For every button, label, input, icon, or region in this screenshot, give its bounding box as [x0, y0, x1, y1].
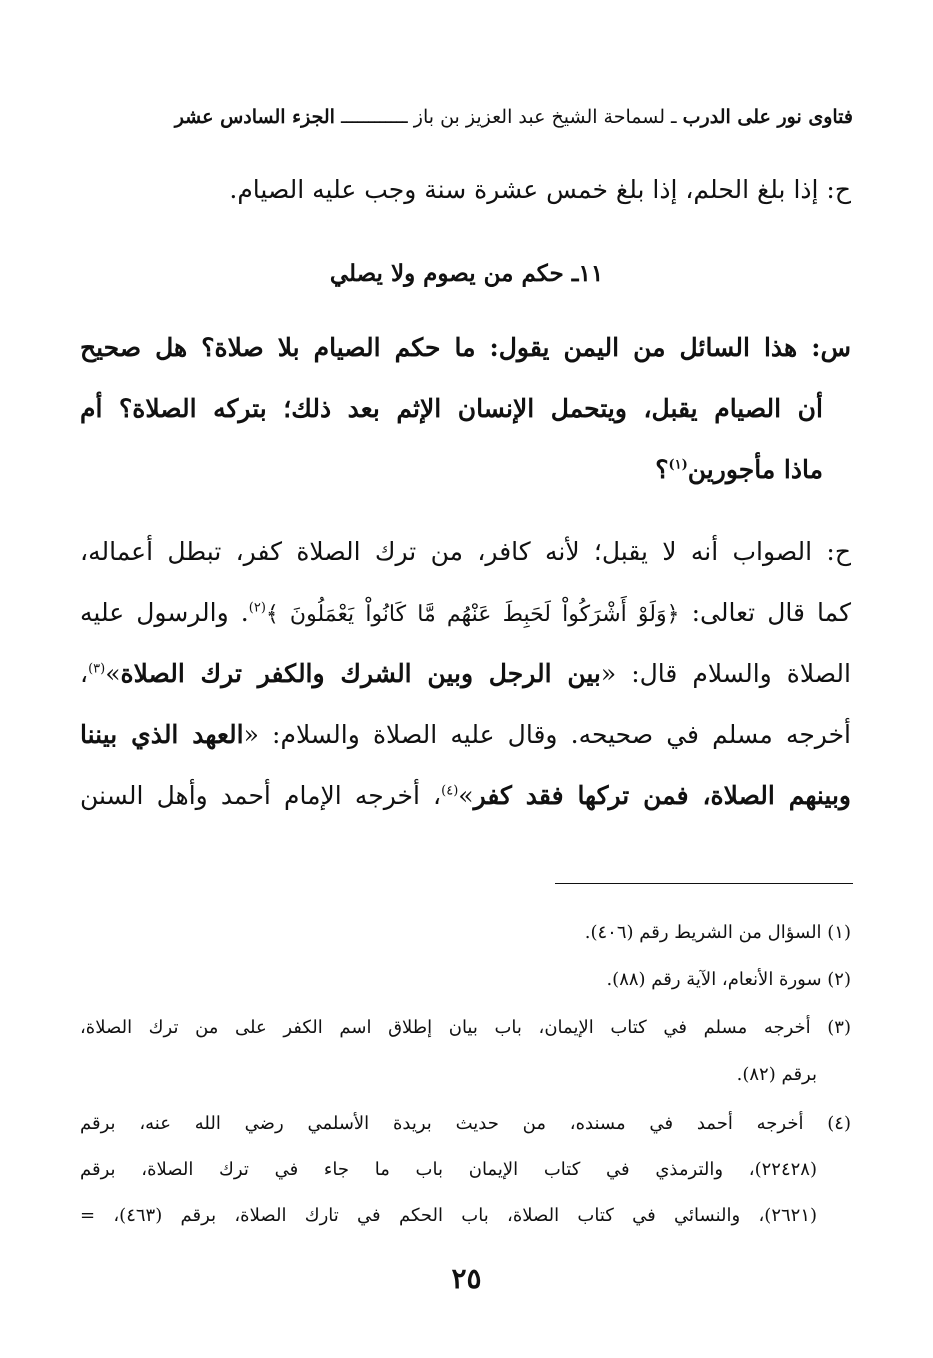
- hadith-text: العهد الذي بيننا: [80, 720, 244, 749]
- question-mark: ؟: [655, 455, 669, 484]
- footnote-ref: (٣): [88, 661, 106, 677]
- hadith-text: بين الرجل وبين الشرك والكفر ترك الصلاة: [120, 659, 601, 688]
- header-separator: ــــــــــــ: [340, 106, 408, 128]
- answer-text: الصلاة والسلام قال: «: [600, 659, 851, 688]
- author-name: ـ لسماحة الشيخ عبد العزيز بن باز: [413, 106, 677, 128]
- footnote-ref: (٤): [441, 783, 459, 799]
- answer-text: كما قال تعالى:: [679, 598, 852, 627]
- quote-close: »: [458, 781, 474, 810]
- answer-text: أخرجه مسلم في صحيحه. وقال عليه الصلاة والسلام: «: [243, 720, 851, 749]
- running-header: [80, 102, 853, 132]
- hadith-text: وبينهم الصلاة، فمن تركها فقد كفر: [473, 781, 851, 810]
- question-line-2: أن الصيام يقبل، ويتحمل الإنسان الإثم بعد ذلك؛ بتركه الصلاة؟ أم: [80, 394, 823, 423]
- answer-line-5: [80, 776, 851, 816]
- footnote-ref: (١): [668, 457, 688, 473]
- book-title: فتاوى نور على الدرب: [682, 106, 853, 128]
- page-number: ٢٥: [451, 1262, 482, 1295]
- question-text: ماذا مأجورين: [687, 455, 823, 484]
- footnote-4-line-2: (٢٢٤٢٨)، والترمذي في كتاب الإيمان باب ما جاء في ترك الصلاة، برقم: [80, 1159, 817, 1180]
- answer-line-1: ح: الصواب أنه لا يقبل؛ لأنه كافر، من ترك الصلاة كفر، تبطل أعماله،: [80, 537, 851, 566]
- footnote-3-line-2: برقم (٨٢).: [736, 1064, 817, 1085]
- answer-line-2: [80, 593, 851, 635]
- footnote-4-line-3: (٢٦٢١)، والنسائي في كتاب الصلاة، باب الحكم في تارك الصلاة، برقم (٤٦٣)، =: [80, 1205, 818, 1226]
- question-line-3: [80, 450, 823, 490]
- footnote-3-line-1: (٣) أخرجه مسلم في كتاب الإيمان، باب بيان إطلاق اسم الكفر على من ترك الصلاة،: [80, 1017, 851, 1038]
- footnote-2: (٢) سورة الأنعام، الآية رقم (٨٨).: [606, 969, 851, 990]
- quran-verse: ﴿وَلَوْ أَشْرَكُواْ لَحَبِطَ عَنْهُم مَّا كَانُواْ يَعْمَلُونَ ﴾: [265, 602, 680, 627]
- answer-text: ، أخرجه الإمام أحمد وأهل السنن: [80, 781, 442, 810]
- answer-line-3: [80, 654, 851, 694]
- quote-close: »: [105, 659, 121, 688]
- answer-text: ،: [80, 659, 89, 688]
- question-line-1: س: هذا السائل من اليمن يقول: ما حكم الصيام بلا صلاة؟ هل صحيح: [80, 333, 851, 362]
- volume-label: الجزء السادس عشر: [174, 106, 335, 128]
- footnote-ref: (٢): [248, 600, 266, 616]
- answer-line-4: [80, 715, 851, 755]
- footnote-1: (١) السؤال من الشريط رقم (٤٠٦).: [584, 922, 851, 943]
- footnote-4-line-1: (٤) أخرجه أحمد في مسنده، من حديث بريدة الأسلمي رضي الله عنه، برقم: [80, 1113, 851, 1134]
- answer-text: . والرسول عليه: [80, 598, 249, 627]
- footnote-divider: [555, 883, 853, 884]
- previous-answer: ح: إذا بلغ الحلم، إذا بلغ خمس عشرة سنة وجب عليه الصيام.: [229, 175, 851, 204]
- section-title: ١١ـ حكم من يصوم ولا يصلي: [329, 260, 604, 287]
